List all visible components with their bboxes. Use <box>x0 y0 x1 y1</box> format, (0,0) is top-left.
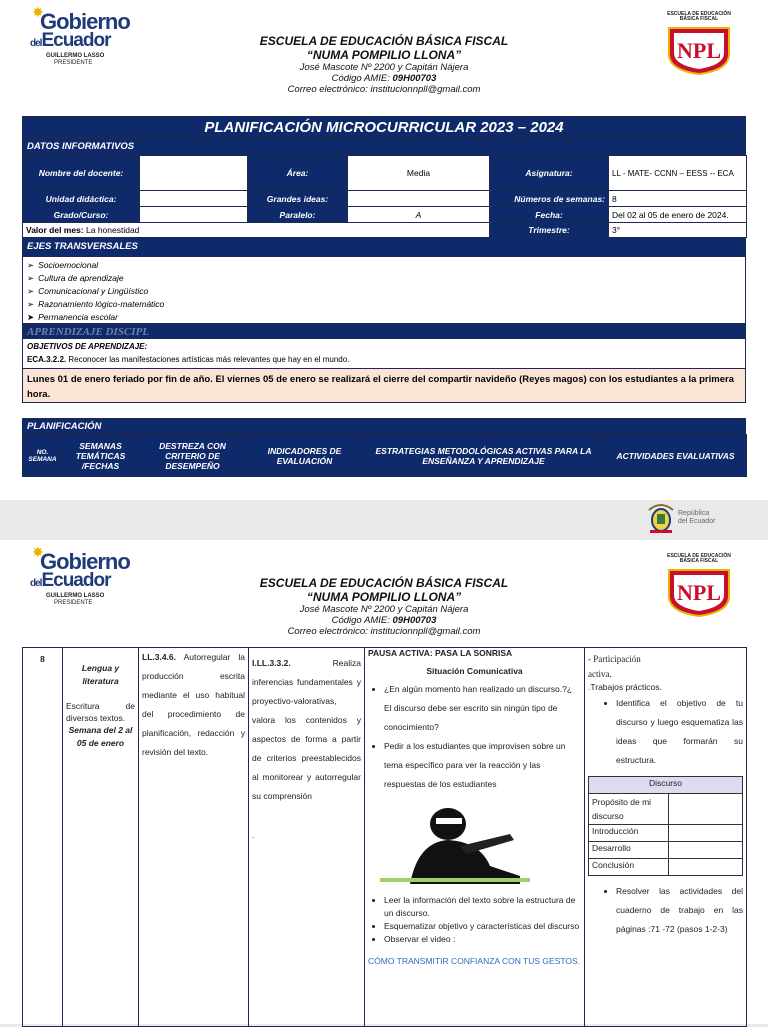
page-1 <box>0 0 768 500</box>
video-link[interactable]: CÓMO TRANSMITIR CONFIANZA CON TUS GESTOS. <box>368 956 581 966</box>
school-header: ESCUELA DE EDUCACIÓN BÁSICA FISCAL “NUMA POMPILIO LLONA” José Mascote Nº 2200 y Capitán Nájera Código AMIE: 09H00703 Correo electrónico: institucionnpll@gmail.com <box>259 34 509 95</box>
gobierno-logo: ✸ Gobierno delEcuador GUILLERMO LASSO PRESIDENTE <box>30 4 130 66</box>
trimestre-label: Trimestre: <box>490 223 609 238</box>
col-destreza: DESTREZA CON CRITERIO DE DESEMPEÑO <box>139 435 247 477</box>
ideas-value <box>348 191 490 207</box>
republica-logo: República del Ecuador <box>646 500 726 534</box>
eje-item: ➢ Razonamiento lógico-matemático <box>27 299 165 309</box>
speaker-image <box>380 806 530 884</box>
aprendizaje-header: APRENDIZAJE DISCIPL <box>22 324 746 339</box>
fecha-label: Fecha: <box>490 207 609 223</box>
eje-item: ➤ Permanencia escolar <box>27 312 118 322</box>
asignatura-value: LL - MATE- CCNN – EESS -- ECA <box>609 156 747 191</box>
datos-table <box>22 155 747 238</box>
trimestre-value: 3° <box>609 223 747 238</box>
coat-of-arms-icon <box>646 500 676 534</box>
fecha-value: Del 02 al 05 de enero de 2024. <box>609 207 747 223</box>
eje-item: ➢ Cultura de aprendizaje <box>27 273 124 283</box>
valor-cell: Valor del mes: La honestidad <box>23 223 490 238</box>
area-label: Área: <box>248 156 348 191</box>
flame-icon: ✸ <box>32 544 44 560</box>
docente-value <box>140 156 248 191</box>
paralelo-label: Paralelo: <box>248 207 348 223</box>
page-2 <box>0 540 768 1024</box>
datos-header: DATOS INFORMATIVOS <box>22 138 746 155</box>
svg-text:NPL: NPL <box>677 580 721 605</box>
planificacion-columns <box>22 434 747 477</box>
semanas-value: 8 <box>609 191 747 207</box>
table-row <box>23 648 747 1027</box>
planificacion-header: PLANIFICACIÓN <box>22 418 746 434</box>
indicador-cell: I.LL.3.3.2. Realiza inferencias fundamentales y proyectivo-valorativas, valora los contenidos y aspectos de forma a partir de criterios preestablecidos al monitorear y autorregular su comprensión . <box>249 648 365 1027</box>
tematica-cell: Lengua y literatura Escritura de diversos textos. Semana del 2 al 05 de enero <box>63 648 139 1027</box>
gobierno-logo: ✸ Gobierno delEcuador GUILLERMO LASSO PRESIDENTE <box>30 544 130 606</box>
school-header: ESCUELA DE EDUCACIÓN BÁSICA FISCAL “NUMA POMPILIO LLONA” José Mascote Nº 2200 y Capitán Nájera Código AMIE: 09H00703 Correo electrónico: institucionnpll@gmail.com <box>259 576 509 637</box>
col-indicadores: INDICADORES DE EVALUACIÓN <box>247 435 363 477</box>
destreza-cell: LL.3.4.6. Autorregular la producción escrita mediante el uso habitual del procedimiento de planificación, redacción y revisión del texto. <box>139 648 249 1027</box>
objetivos-section: OBJETIVOS DE APRENDIZAJE: ECA.3.2.2. Reconocer las manifestaciones artísticas más relevantes que hay en el mundo. <box>22 339 746 369</box>
semanas-label: Números de semanas: <box>490 191 609 207</box>
grado-value <box>140 207 248 223</box>
plan-title: PLANIFICACIÓN MICROCURRICULAR 2023 – 2024 <box>22 116 746 138</box>
planning-row-table <box>22 647 747 1027</box>
grado-label: Grado/Curso: <box>23 207 140 223</box>
asignatura-label: Asignatura: <box>490 156 609 191</box>
paralelo-value: A <box>348 207 490 223</box>
ejes-header: EJES TRANSVERSALES <box>22 237 746 257</box>
area-value: Media <box>348 156 490 191</box>
docente-label: Nombre del docente: <box>23 156 140 191</box>
col-tematicas: SEMANAS TEMÁTICAS /FECHAS <box>63 435 139 477</box>
actividades-cell: - Participación activa. .Trabajos prácticos. • Identifica el objetivo de tu discurso y luego esquematiza las ideas que formarán su estructura. Discurso Propósito de mi discurso Introducción Desarrollo Conclusión • Resolver las actividades del cuaderno de trabajo en las páginas :71 -72 (pasos 1-2-3) <box>585 648 747 1027</box>
unidad-value <box>140 191 248 207</box>
unidad-label: Unidad didáctica: <box>23 191 140 207</box>
ejes-list <box>22 257 746 324</box>
crest-shield-icon <box>665 24 733 76</box>
estrategias-cell: PAUSA ACTIVA: PASA LA SONRISA Situación Comunicativa • ¿En algún momento han realizado un discurso.?¿ El discurso debe ser escrito sin ningún tipo de conocimiento? • Pedir a los estudiantes que improvisen sobre un tema específico para ver la reacción y las respuestas de los estudiantes • Leer la información del texto sobre la estructura de un discurso. • Esquematizar objetivo y características del discurso • Observar el video : CÓMO TRANSMITIR CONFIANZA CON TUS GESTOS. <box>365 648 585 1027</box>
crest-shield-icon <box>665 566 733 618</box>
ideas-label: Grandes ideas: <box>248 191 348 207</box>
school-crest: ESCUELA DE EDUCACIÓN BÁSICA FISCAL NPL <box>660 12 738 76</box>
col-estrategias: ESTRATEGIAS METODOLÓGICAS ACTIVAS PARA LA ENSEÑANZA Y APRENDIZAJE <box>363 435 605 477</box>
eje-item: ➢ Comunicacional y Lingüístico <box>27 286 149 296</box>
semana-cell: 8 <box>23 648 63 1027</box>
col-semana: NO. SEMANA <box>23 435 63 477</box>
school-crest: ESCUELA DE EDUCACIÓN BÁSICA FISCAL NPL <box>660 554 738 618</box>
notice-box: Lunes 01 de enero feriado por fin de año. El viernes 05 de enero se realizará el cierre del compartir navideño (Reyes magos) con los estudiantes a la primera hora. <box>22 369 746 403</box>
discurso-table: Discurso Propósito de mi discurso Introducción Desarrollo Conclusión <box>588 776 743 876</box>
svg-text:NPL: NPL <box>677 38 721 63</box>
col-actividades: ACTIVIDADES EVALUATIVAS <box>605 435 747 477</box>
eje-item: ➢ Socioemocional <box>27 260 99 270</box>
flame-icon: ✸ <box>32 4 44 20</box>
